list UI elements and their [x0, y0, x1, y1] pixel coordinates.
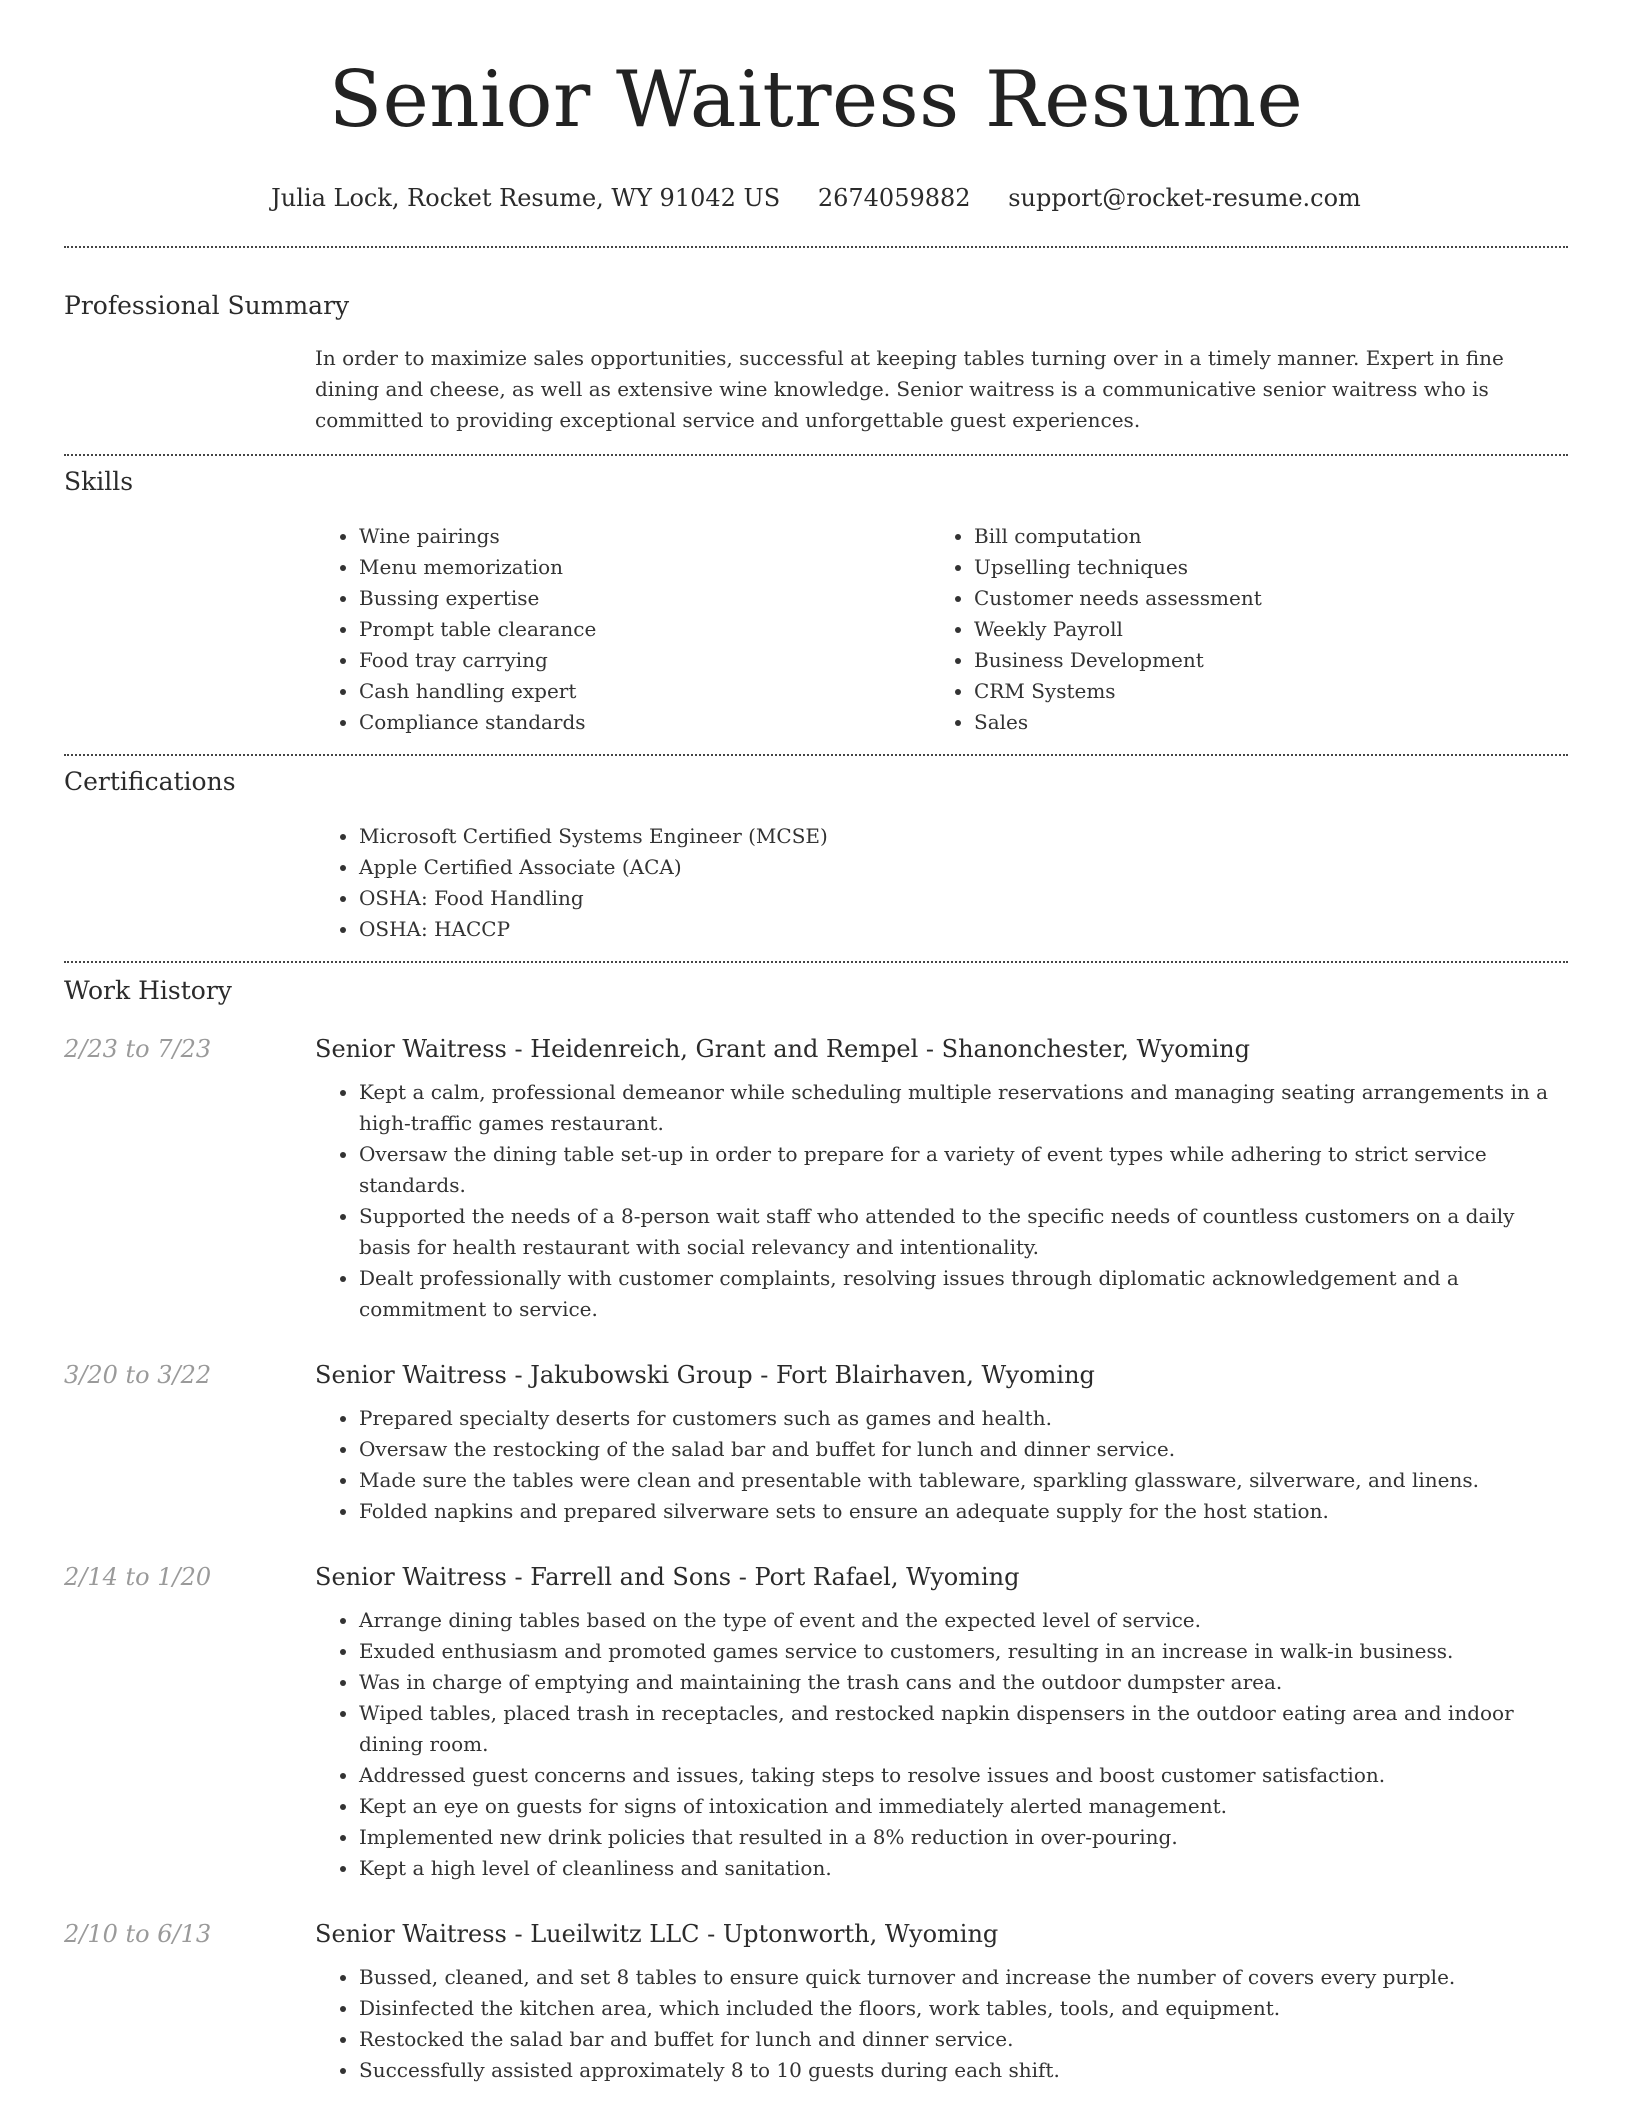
job-bullet: • Addressed guest concerns and issues, taking steps to resolve issues and boost customer satisfaction.: [359, 1760, 1568, 1791]
job-title: Senior Waitress - Farrell and Sons - Port Rafael, Wyoming: [315, 1563, 1020, 1591]
job-entry: [64, 1918, 1568, 2086]
resume-title: Senior Waitress Resume: [328, 55, 1304, 145]
job-title: Senior Waitress - Heidenreich, Grant and Rempel - Shanonchester, Wyoming: [315, 1035, 1250, 1063]
job-entry: [64, 1561, 1568, 1884]
job-bullet: • Restocked the salad bar and buffet for lunch and dinner service.: [359, 2024, 1568, 2055]
skill-item: • Business Development: [974, 645, 1545, 676]
contact-line: [64, 182, 1568, 214]
skills-list-left: [315, 521, 930, 738]
job-body: [315, 1359, 1568, 1527]
certification-item: • Apple Certified Associate (ACA): [359, 852, 1568, 883]
work-history-section: [64, 975, 1568, 2086]
job-bullet: • Prepared specialty deserts for customers such as games and health.: [359, 1403, 1568, 1434]
job-title: Senior Waitress - Lueilwitz LLC - Uptonworth, Wyoming: [315, 1920, 999, 1948]
skill-item: • Weekly Payroll: [974, 614, 1545, 645]
job-bullet: • Dealt professionally with customer complaints, resolving issues through diplomatic acknowledgement and a commitment to service.: [359, 1263, 1568, 1325]
job-bullet: • Arrange dining tables based on the type of event and the expected level of service.: [359, 1605, 1568, 1636]
job-bullet: • Successfully assisted approximately 8 to 10 guests during each shift.: [359, 2055, 1568, 2086]
job-bullets: [315, 1077, 1568, 1325]
skills-section: [64, 466, 1568, 738]
job-body: [315, 1561, 1568, 1884]
skill-item: • Wine pairings: [359, 521, 930, 552]
job-bullets: [315, 1962, 1568, 2086]
job-bullet: • Was in charge of emptying and maintaining the trash cans and the outdoor dumpster area.: [359, 1667, 1568, 1698]
job-bullet: • Exuded enthusiasm and promoted games service to customers, resulting in an increase in walk-in business.: [359, 1636, 1568, 1667]
skill-item: • Prompt table clearance: [359, 614, 930, 645]
job-title: Senior Waitress - Jakubowski Group - Fort Blairhaven, Wyoming: [315, 1361, 1095, 1389]
job-bullet: • Implemented new drink policies that resulted in a 8% reduction in over-pouring.: [359, 1822, 1568, 1853]
resume-page: [64, 0, 1568, 2086]
divider: [64, 754, 1568, 756]
job-bullet: • Disinfected the kitchen area, which included the floors, work tables, tools, and equipment.: [359, 1993, 1568, 2024]
job-bullet: • Bussed, cleaned, and set 8 tables to ensure quick turnover and increase the number of covers every purple.: [359, 1962, 1568, 1993]
job-entry: [64, 1359, 1568, 1527]
skill-item: • Upselling techniques: [974, 552, 1545, 583]
job-bullet: • Kept a calm, professional demeanor while scheduling multiple reservations and managing seating arrangements in a high-traffic games restaurant.: [359, 1077, 1568, 1139]
skill-item: • Cash handling expert: [359, 676, 930, 707]
summary-section: [64, 290, 1568, 436]
job-bullet: • Oversaw the restocking of the salad bar and buffet for lunch and dinner service.: [359, 1434, 1568, 1465]
divider: [64, 454, 1568, 456]
section-heading-work-history: Work History: [64, 976, 232, 1005]
skill-item: • CRM Systems: [974, 676, 1545, 707]
certifications-section: [64, 766, 1568, 945]
job-dates: 3/20 to 3/22: [64, 1361, 212, 1389]
job-dates: 2/23 to 7/23: [64, 1035, 212, 1063]
contact-email: support@rocket-resume.com: [1008, 184, 1361, 212]
section-heading-summary: Professional Summary: [64, 291, 350, 320]
skill-item: • Bussing expertise: [359, 583, 930, 614]
certifications-list: [315, 821, 1568, 945]
summary-text: In order to maximize sales opportunities, successful at keeping tables turning over in a timely manner. Expert in fine dining and cheese, as well as extensive wine knowledge. Senior waitress is a communicative senior waitress who is committed to providing exceptional service and unforgettable guest experiences.: [315, 346, 1504, 432]
job-entry: [64, 1033, 1568, 1325]
job-bullet: • Folded napkins and prepared silverware sets to ensure an adequate supply for the host station.: [359, 1496, 1568, 1527]
skills-list-right: [930, 521, 1545, 738]
certification-item: • Microsoft Certified Systems Engineer (MCSE): [359, 821, 1568, 852]
job-bullet: • Supported the needs of a 8-person wait staff who attended to the specific needs of countless customers on a daily basis for health restaurant with social relevancy and intentionality.: [359, 1201, 1568, 1263]
job-body: [315, 1918, 1568, 2086]
skills-columns: [315, 521, 1568, 738]
job-bullets: [315, 1403, 1568, 1527]
job-dates: 2/10 to 6/13: [64, 1920, 212, 1948]
job-bullet: • Made sure the tables were clean and presentable with tableware, sparkling glassware, silverware, and linens.: [359, 1465, 1568, 1496]
certification-item: • OSHA: HACCP: [359, 914, 1568, 945]
section-heading-certifications: Certifications: [64, 767, 236, 796]
section-heading-skills: Skills: [64, 467, 134, 496]
job-bullet: • Kept a high level of cleanliness and sanitation.: [359, 1853, 1568, 1884]
certification-item: • OSHA: Food Handling: [359, 883, 1568, 914]
skill-item: • Compliance standards: [359, 707, 930, 738]
job-bullet: • Kept an eye on guests for signs of intoxication and immediately alerted management.: [359, 1791, 1568, 1822]
skill-item: • Customer needs assessment: [974, 583, 1545, 614]
job-bullets: [315, 1605, 1568, 1884]
job-body: [315, 1033, 1568, 1325]
job-bullet: • Wiped tables, placed trash in receptacles, and restocked napkin dispensers in the outdoor eating area and indoor dining room.: [359, 1698, 1568, 1760]
job-bullet: • Oversaw the dining table set-up in order to prepare for a variety of event types while adhering to strict service standards.: [359, 1139, 1568, 1201]
contact-address: Julia Lock, Rocket Resume, WY 91042 US: [271, 184, 781, 212]
skill-item: • Menu memorization: [359, 552, 930, 583]
skill-item: • Food tray carrying: [359, 645, 930, 676]
contact-phone: 2674059882: [817, 184, 971, 212]
divider: [64, 961, 1568, 963]
skill-item: • Sales: [974, 707, 1545, 738]
divider: [64, 246, 1568, 248]
job-dates: 2/14 to 1/20: [64, 1563, 212, 1591]
skill-item: • Bill computation: [974, 521, 1545, 552]
